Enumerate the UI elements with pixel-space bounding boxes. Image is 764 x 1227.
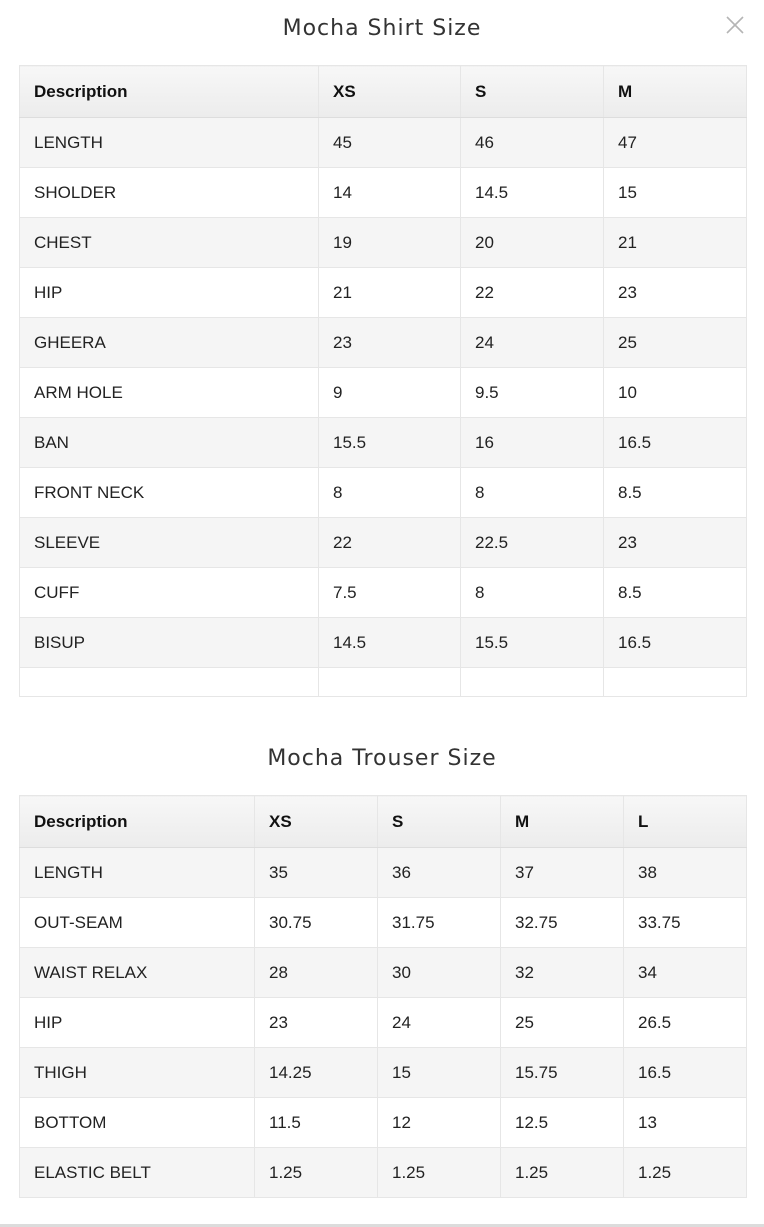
column-header: L bbox=[624, 796, 747, 848]
measurement-value: 25 bbox=[501, 998, 624, 1048]
measurement-label: GHEERA bbox=[20, 318, 319, 368]
column-header: XS bbox=[319, 66, 461, 118]
measurement-value: 30.75 bbox=[255, 898, 378, 948]
measurement-value: 14.5 bbox=[319, 618, 461, 668]
table-row bbox=[20, 848, 747, 898]
measurement-value: 23 bbox=[604, 268, 747, 318]
table-row bbox=[20, 368, 747, 418]
measurement-value: 34 bbox=[624, 948, 747, 998]
measurement-value: 15.75 bbox=[501, 1048, 624, 1098]
table-row bbox=[20, 168, 747, 218]
table-row bbox=[20, 418, 747, 468]
table-row bbox=[20, 218, 747, 268]
measurement-label: BISUP bbox=[20, 618, 319, 668]
measurement-value: 23 bbox=[319, 318, 461, 368]
measurement-value: 7.5 bbox=[319, 568, 461, 618]
measurement-value: 9.5 bbox=[461, 368, 604, 418]
measurement-value: 20 bbox=[461, 218, 604, 268]
measurement-value: 15 bbox=[378, 1048, 501, 1098]
measurement-value: 12.5 bbox=[501, 1098, 624, 1148]
measurement-value: 21 bbox=[604, 218, 747, 268]
table-row bbox=[20, 898, 747, 948]
measurement-value: 32 bbox=[501, 948, 624, 998]
measurement-label: OUT-SEAM bbox=[20, 898, 255, 948]
column-header: Description bbox=[20, 796, 255, 848]
measurement-value: 45 bbox=[319, 118, 461, 168]
measurement-label: CHEST bbox=[20, 218, 319, 268]
table-row bbox=[20, 998, 747, 1048]
measurement-value: 26.5 bbox=[624, 998, 747, 1048]
measurement-label: WAIST RELAX bbox=[20, 948, 255, 998]
column-header: S bbox=[461, 66, 604, 118]
table-row bbox=[20, 568, 747, 618]
table-header-row bbox=[20, 66, 747, 118]
empty-row bbox=[20, 668, 747, 697]
column-header: M bbox=[604, 66, 747, 118]
measurement-value: 1.25 bbox=[501, 1148, 624, 1198]
shirt-size-table bbox=[19, 65, 747, 697]
measurement-value: 1.25 bbox=[624, 1148, 747, 1198]
measurement-value: 1.25 bbox=[255, 1148, 378, 1198]
measurement-label: SLEEVE bbox=[20, 518, 319, 568]
measurement-value: 14.25 bbox=[255, 1048, 378, 1098]
measurement-value: 8 bbox=[461, 568, 604, 618]
measurement-value: 14.5 bbox=[461, 168, 604, 218]
measurement-value: 31.75 bbox=[378, 898, 501, 948]
empty-cell bbox=[461, 668, 604, 697]
measurement-value: 15.5 bbox=[461, 618, 604, 668]
measurement-label: LENGTH bbox=[20, 118, 319, 168]
measurement-label: SHOLDER bbox=[20, 168, 319, 218]
measurement-value: 30 bbox=[378, 948, 501, 998]
column-header: XS bbox=[255, 796, 378, 848]
measurement-value: 38 bbox=[624, 848, 747, 898]
measurement-label: BOTTOM bbox=[20, 1098, 255, 1148]
measurement-value: 8.5 bbox=[604, 568, 747, 618]
column-header: Description bbox=[20, 66, 319, 118]
measurement-value: 35 bbox=[255, 848, 378, 898]
measurement-label: HIP bbox=[20, 998, 255, 1048]
table-row bbox=[20, 318, 747, 368]
measurement-value: 22 bbox=[319, 518, 461, 568]
measurement-value: 16.5 bbox=[604, 618, 747, 668]
measurement-value: 13 bbox=[624, 1098, 747, 1148]
table-row bbox=[20, 268, 747, 318]
empty-cell bbox=[20, 668, 319, 697]
measurement-value: 32.75 bbox=[501, 898, 624, 948]
trouser-size-title: Mocha Trouser Size bbox=[267, 746, 497, 771]
measurement-value: 23 bbox=[255, 998, 378, 1048]
table-row bbox=[20, 1148, 747, 1198]
measurement-label: THIGH bbox=[20, 1048, 255, 1098]
measurement-label: HIP bbox=[20, 268, 319, 318]
measurement-value: 37 bbox=[501, 848, 624, 898]
table-header-row bbox=[20, 796, 747, 848]
measurement-label: FRONT NECK bbox=[20, 468, 319, 518]
table-row bbox=[20, 1098, 747, 1148]
measurement-value: 16.5 bbox=[604, 418, 747, 468]
measurement-value: 46 bbox=[461, 118, 604, 168]
empty-cell bbox=[319, 668, 461, 697]
measurement-value: 25 bbox=[604, 318, 747, 368]
measurement-value: 19 bbox=[319, 218, 461, 268]
measurement-value: 24 bbox=[461, 318, 604, 368]
measurement-value: 10 bbox=[604, 368, 747, 418]
measurement-label: LENGTH bbox=[20, 848, 255, 898]
measurement-label: CUFF bbox=[20, 568, 319, 618]
table-row bbox=[20, 948, 747, 998]
table-row bbox=[20, 118, 747, 168]
measurement-value: 15.5 bbox=[319, 418, 461, 468]
trouser-size-table bbox=[19, 795, 747, 1198]
table-row bbox=[20, 1048, 747, 1098]
column-header: M bbox=[501, 796, 624, 848]
table-row bbox=[20, 618, 747, 668]
measurement-value: 14 bbox=[319, 168, 461, 218]
measurement-value: 36 bbox=[378, 848, 501, 898]
measurement-value: 8.5 bbox=[604, 468, 747, 518]
measurement-value: 22.5 bbox=[461, 518, 604, 568]
measurement-value: 8 bbox=[319, 468, 461, 518]
shirt-size-title: Mocha Shirt Size bbox=[282, 16, 482, 41]
measurement-value: 15 bbox=[604, 168, 747, 218]
measurement-label: ARM HOLE bbox=[20, 368, 319, 418]
measurement-value: 47 bbox=[604, 118, 747, 168]
measurement-value: 33.75 bbox=[624, 898, 747, 948]
column-header: S bbox=[378, 796, 501, 848]
measurement-value: 23 bbox=[604, 518, 747, 568]
measurement-value: 9 bbox=[319, 368, 461, 418]
measurement-value: 16 bbox=[461, 418, 604, 468]
measurement-label: ELASTIC BELT bbox=[20, 1148, 255, 1198]
measurement-value: 1.25 bbox=[378, 1148, 501, 1198]
measurement-value: 8 bbox=[461, 468, 604, 518]
measurement-value: 24 bbox=[378, 998, 501, 1048]
measurement-value: 16.5 bbox=[624, 1048, 747, 1098]
empty-cell bbox=[604, 668, 747, 697]
measurement-value: 11.5 bbox=[255, 1098, 378, 1148]
measurement-value: 28 bbox=[255, 948, 378, 998]
table-row bbox=[20, 518, 747, 568]
measurement-value: 12 bbox=[378, 1098, 501, 1148]
measurement-value: 22 bbox=[461, 268, 604, 318]
table-row bbox=[20, 468, 747, 518]
measurement-label: BAN bbox=[20, 418, 319, 468]
measurement-value: 21 bbox=[319, 268, 461, 318]
